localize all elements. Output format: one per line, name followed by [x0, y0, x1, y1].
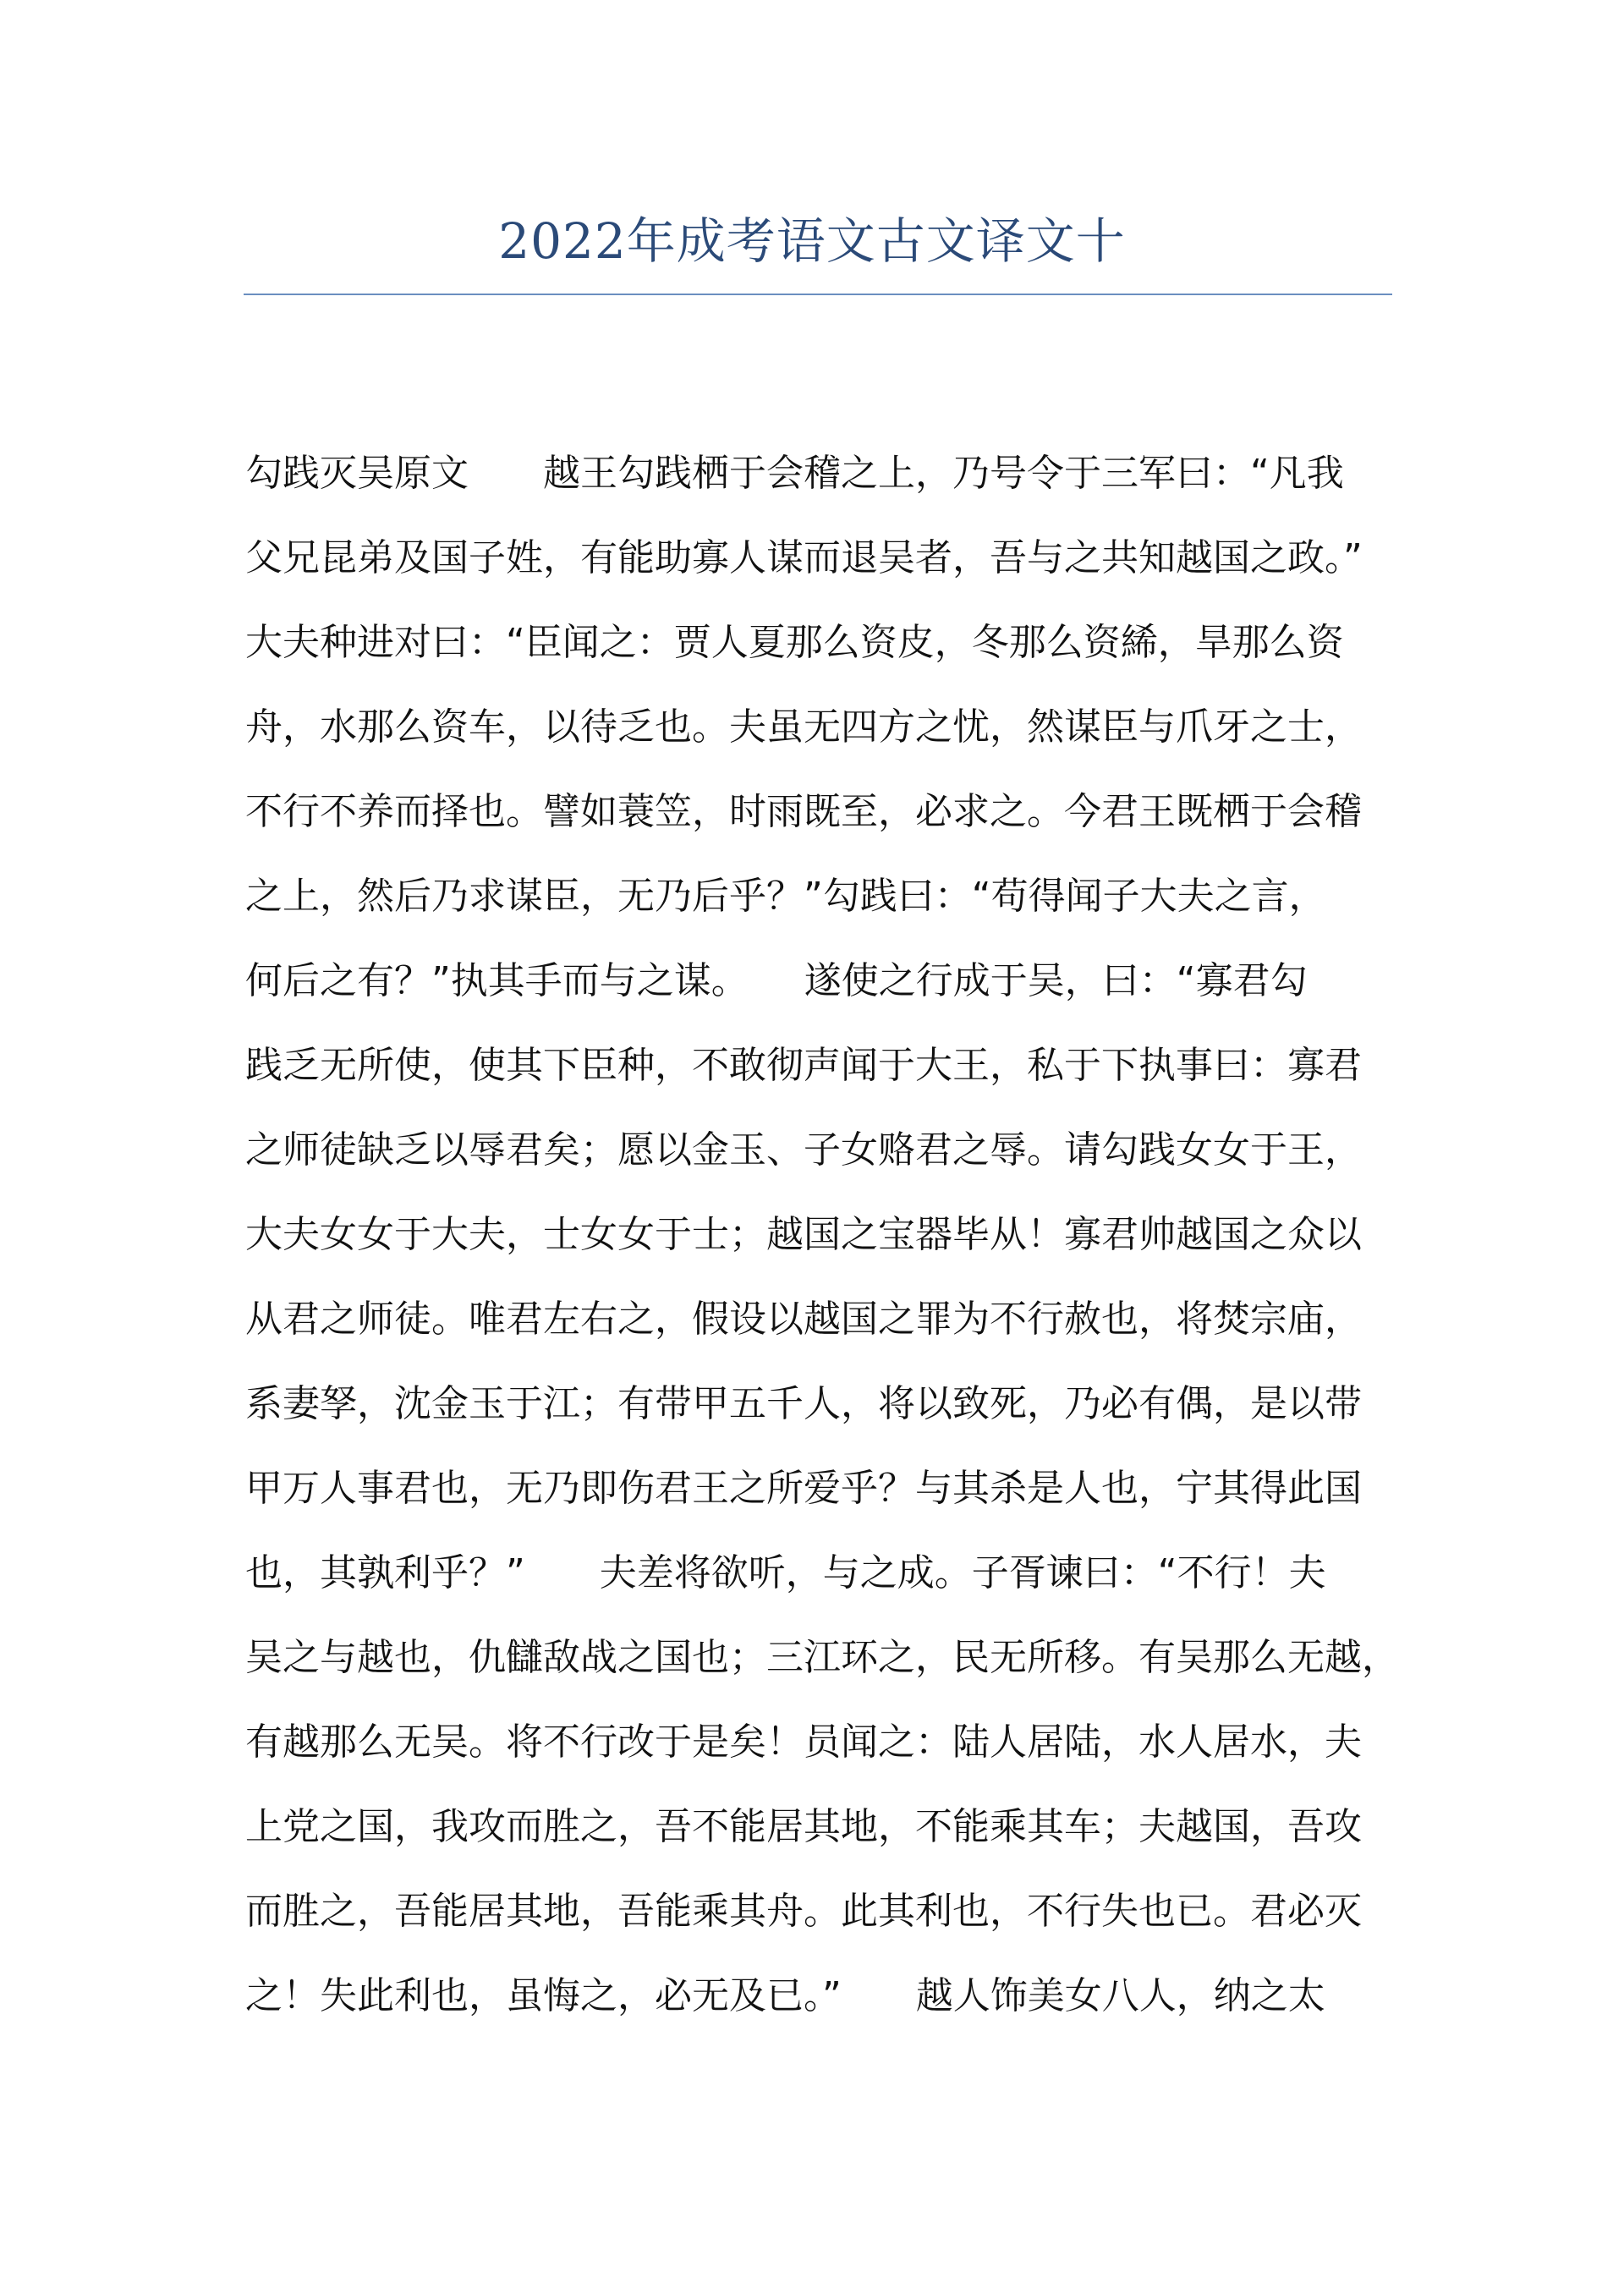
text-line: 大夫女女于大夫，士女女于士；越国之宝器毕从！寡君帅越国之众以 [245, 1213, 1362, 1256]
text-line: 而胜之，吾能居其地，吾能乘其舟。此其利也，不行失也已。君必灭 [245, 1890, 1362, 1933]
text-line: 舟，水那么资车，以待乏也。夫虽无四方之忧，然谋臣与爪牙之士， [245, 705, 1362, 749]
document-body [245, 431, 1429, 2039]
text-line: 之！失此利也，虽悔之，必无及已。” 越人饰美女八人，纳之太 [245, 1974, 1325, 2017]
text-line: 之上，然后乃求谋臣，无乃后乎？”勾践曰：“苟得闻子大夫之言， [245, 875, 1326, 918]
text-line: 从君之师徒。唯君左右之，假设以越国之罪为不行赦也，将焚宗庙， [245, 1298, 1362, 1341]
text-line: 大夫种进对曰：“臣闻之：贾人夏那么资皮，冬那么资絺，旱那么资 [245, 621, 1344, 664]
text-line: 何后之有？”执其手而与之谋。 遂使之行成于吴，曰：“寡君勾 [245, 959, 1308, 1002]
text-line: 系妻孥，沈金玉于江；有带甲五千人，将以致死，乃必有偶，是以带 [245, 1382, 1362, 1425]
document-title: 2022年成考语文古文译文十 [498, 212, 1126, 270]
text-line: 不行不养而择也。譬如蓑笠，时雨既至，必求之。今君王既栖于会稽 [245, 790, 1362, 833]
text-line: 甲万人事君也，无乃即伤君王之所爱乎？与其杀是人也，宁其得此国 [245, 1467, 1362, 1510]
text-line: 践乏无所使，使其下臣种，不敢彻声闻于大王，私于下执事曰：寡君 [245, 1044, 1362, 1087]
text-line: 之师徒缺乏以辱君矣；愿以金玉、子女赂君之辱。请勾践女女于王， [245, 1128, 1362, 1172]
text-line: 也，其孰利乎？” 夫差将欲听，与之成。子胥谏曰：“不行！夫 [245, 1551, 1326, 1594]
text-line: 父兄昆弟及国子姓，有能助寡人谋而退吴者，吾与之共知越国之政。” [245, 536, 1363, 579]
text-line: 吴之与越也，仇讎敌战之国也；三江环之，民无所移。有吴那么无越， [245, 1636, 1399, 1679]
title-underline [244, 294, 1392, 295]
text-line: 有越那么无吴。将不行改于是矣！员闻之：陆人居陆，水人居水，夫 [245, 1720, 1362, 1764]
text-line: 上党之国，我攻而胜之，吾不能居其地，不能乘其车；夫越国，吾攻 [245, 1805, 1362, 1848]
text-line: 勾践灭吴原文 越王勾践栖于会稽之上，乃号令于三军曰：“凡我 [245, 452, 1344, 495]
